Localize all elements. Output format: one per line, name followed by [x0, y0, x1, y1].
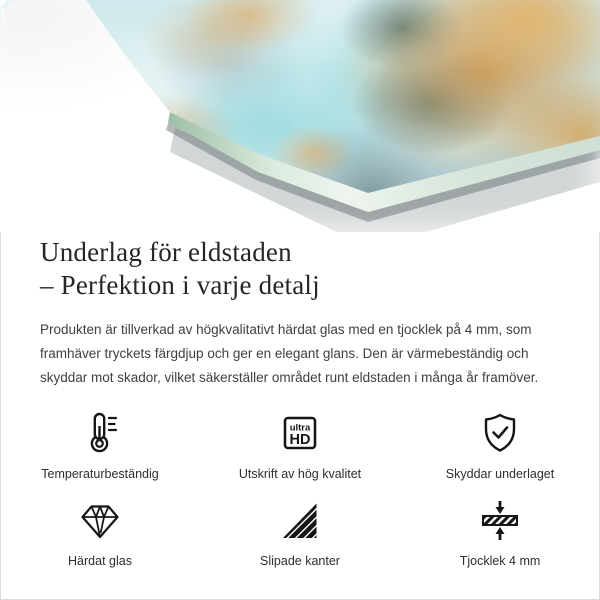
feature-polished-edges — [200, 495, 400, 568]
thermometer-icon — [78, 410, 122, 456]
feature-thickness — [400, 495, 600, 568]
ultra-hd-icon — [278, 410, 322, 456]
thickness-4mm-icon — [478, 497, 522, 543]
beveled-edges-icon — [278, 497, 322, 543]
feature-label: Härdat glas — [68, 554, 132, 568]
feature-label: Tjocklek 4 mm — [459, 554, 541, 568]
ultra-hd-badge-top: ultra — [289, 422, 311, 434]
ultra-hd-badge-bottom: HD — [289, 432, 311, 448]
feature-temperature-resistant — [0, 408, 200, 481]
shield-check-icon — [478, 410, 522, 456]
page-title — [40, 236, 560, 302]
product-description: Produkten är tillverkad av högkvalitativt härdat glas med en tjocklek på 4 mm, som framhäver tryckets färgdjup och ger en elegant glans. Den är värmebeständig och skyddar mot skador, vilket säkerställer området runt eldstaden i många år framöver. — [40, 322, 539, 385]
feature-tempered-glass — [0, 495, 200, 568]
feature-print-quality — [200, 408, 400, 481]
product-photo — [0, 0, 600, 232]
feature-protects-surface — [400, 408, 600, 481]
feature-grid — [0, 408, 600, 568]
page-title-line1: Underlag för eldstaden — [40, 237, 292, 267]
description-section — [0, 232, 600, 390]
page-title-line2: – Perfektion i varje detalj — [40, 270, 320, 300]
feature-label: Skyddar underlaget — [445, 467, 555, 481]
feature-label: Utskrift av hög kvalitet — [238, 467, 362, 481]
diamond-icon — [78, 497, 122, 543]
feature-label: Slipade kanter — [260, 554, 340, 568]
feature-label: Temperaturbeständig — [41, 467, 159, 481]
